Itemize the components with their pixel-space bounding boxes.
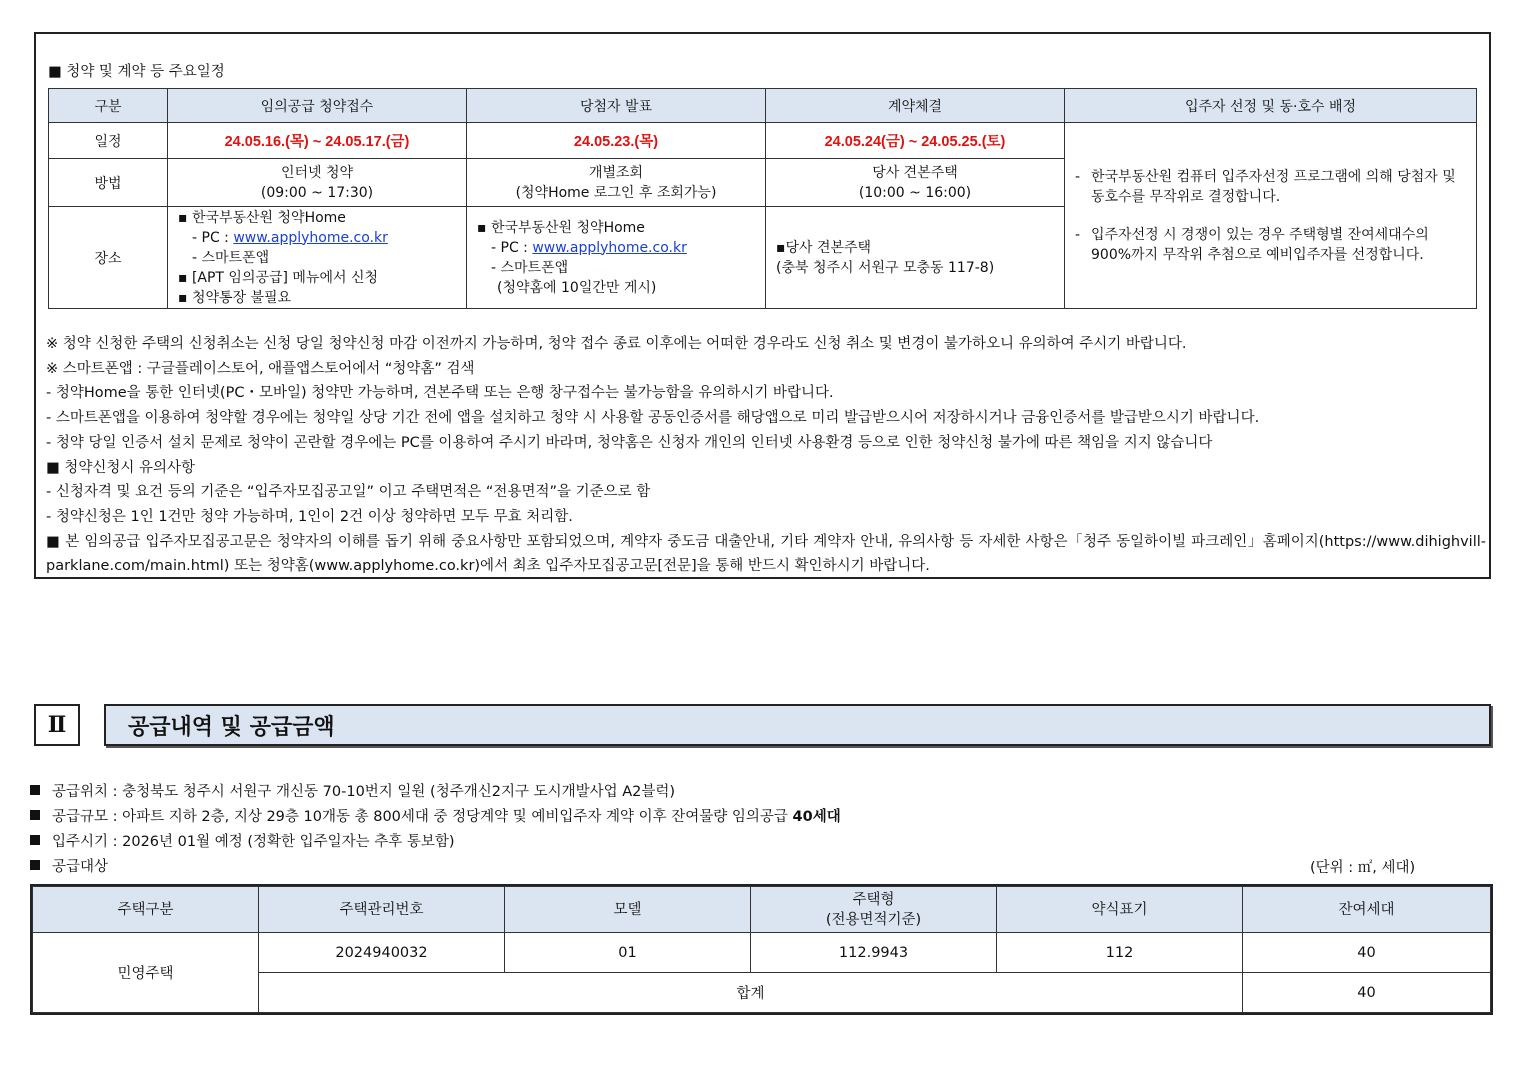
schedule-title: ■ 청약 및 계약 등 주요일정 — [48, 64, 225, 80]
supply-header: 주택관리번호 — [259, 887, 505, 933]
note-line: ※ 청약 신청한 주택의 신청취소는 신청 당일 청약신청 마감 이전까지 가능하며, 청약 접수 종료 이후에는 어떠한 경우라도 신청 취소 및 변경이 불가하오니 유의하여 주시기 바랍니다. — [46, 336, 1187, 352]
supply-header: 약식표기 — [997, 887, 1243, 933]
schedule-header: 구분 — [49, 89, 168, 123]
housing-category: 민영주택 — [33, 933, 259, 1013]
contract-method: 당사 견본주택 (10:00 ~ 16:00) — [766, 159, 1065, 207]
supply-header: 모델 — [505, 887, 751, 933]
applyhome-link[interactable]: www.applyhome.co.kr — [233, 229, 388, 246]
schedule-date-row — [49, 123, 1477, 159]
note-line: - 스마트폰앱을 이용하여 청약할 경우에는 청약일 상당 기간 전에 앱을 설치하고 청약 시 사용할 공동인증서를 해당앱으로 미리 발급받으시어 저장하시거나 금융인증서를 발급받으시기 바랍니다. — [46, 410, 1260, 427]
bullet-square-icon — [30, 835, 40, 845]
apply-date: 24.05.16.(목) ~ 24.05.17.(금) — [168, 123, 467, 159]
supply-header: 주택형 (전용면적기준) — [751, 887, 997, 933]
schedule-header: 입주자 선정 및 동·호수 배정 — [1065, 89, 1477, 123]
supply-header-row — [33, 887, 1491, 933]
section-number: Ⅱ — [34, 704, 80, 746]
applyhome-link[interactable]: www.applyhome.co.kr — [532, 239, 687, 256]
notes-block — [46, 332, 1486, 579]
row-label: 일정 — [49, 123, 168, 159]
total-remaining: 40 — [1243, 973, 1491, 1013]
schedule-section — [34, 32, 1491, 579]
row-label: 장소 — [49, 207, 168, 309]
supply-table — [32, 886, 1491, 1013]
contract-place: ▪당사 견본주택 (충북 청주시 서원구 모충동 117-8) — [766, 207, 1065, 309]
note-line: - 청약신청은 1인 1건만 청약 가능하며, 1인이 2건 이상 청약하면 모두 무효 처리함. — [46, 508, 573, 525]
schedule-header-row — [49, 89, 1477, 123]
schedule-header: 당첨자 발표 — [467, 89, 766, 123]
supply-location: 공급위치 : 충청북도 청주시 서원구 개신동 70-10번지 일원 (청주개신2지구 도시개발사업 A2블럭) — [30, 780, 841, 805]
bullet-square-icon — [30, 860, 40, 870]
mgmt-number: 2024940032 — [259, 933, 505, 973]
short-notation: 112 — [997, 933, 1243, 973]
supply-scale: 공급규모 : 아파트 지하 2층, 지상 29층 10개동 총 800세대 중 정당계약 및 예비입주자 계약 이후 잔여물량 임의공급 40세대 — [30, 805, 841, 830]
supply-header: 주택구분 — [33, 887, 259, 933]
announce-method: 개별조회 (청약Home 로그인 후 조회가능) — [467, 159, 766, 207]
total-label: 합계 — [259, 973, 1243, 1013]
unit-label: (단위 : ㎡, 세대) — [1310, 860, 1416, 876]
note-line: ※ 스마트폰앱 : 구글플레이스토어, 애플앱스토어에서 “청약홈” 검색 — [46, 360, 475, 377]
remaining-units: 40 — [1243, 933, 1491, 973]
bullet-square-icon — [30, 810, 40, 820]
note-heading: ■ 청약신청시 유의사항 — [46, 459, 195, 476]
section-title: 공급내역 및 공급금액 — [104, 704, 1491, 746]
model: 01 — [505, 933, 751, 973]
row-label: 방법 — [49, 159, 168, 207]
announce-date: 24.05.23.(목) — [467, 123, 766, 159]
supply-header: 잔여세대 — [1243, 887, 1491, 933]
note-line: - 청약 당일 인증서 설치 문제로 청약이 곤란할 경우에는 PC를 이용하여 주시기 바라며, 청약홈은 신청자 개인의 인터넷 사용환경 등으로 인한 청약신청 불가에 따른 책임을 지지 않습니다 — [46, 434, 1213, 451]
schedule-table — [48, 88, 1477, 309]
schedule-header: 계약체결 — [766, 89, 1065, 123]
selection-note: - 입주자선정 시 경쟁이 있는 경우 주택형별 잔여세대수의 900%까지 무작위 추첨으로 예비입주자를 선정합니다. — [1075, 226, 1429, 263]
note-line: - 청약Home을 통한 인터넷(PC・모바일) 청약만 가능하며, 견본주택 또는 은행 창구접수는 불가능함을 유의하시기 바랍니다. — [46, 385, 834, 402]
supply-move-in: 입주시기 : 2026년 01월 예정 (정확한 입주일자는 추후 통보함) — [30, 830, 841, 855]
table-row — [33, 933, 1491, 973]
apply-place: ▪ 한국부동산원 청약Home - PC : www.applyhome.co.kr - 스마트폰앱 ▪ [APT 임의공급] 메뉴에서 신청 ▪ 청약통장 불필요 — [168, 207, 467, 309]
supply-info — [30, 780, 841, 880]
selection-note: - 한국부동산원 컴퓨터 입주자선정 프로그램에 의해 당첨자 및 동호수를 무작위로 결정합니다. — [1075, 168, 1456, 205]
housing-type: 112.9943 — [751, 933, 997, 973]
schedule-header: 임의공급 청약접수 — [168, 89, 467, 123]
note-line: - 신청자격 및 요건 등의 기준은 “입주자모집공고일” 이고 주택면적은 “전용면적”을 기준으로 함 — [46, 484, 651, 501]
note-paragraph: ■ 본 임의공급 입주자모집공고문은 청약자의 이해를 돕기 위해 중요사항만 포함되었으며, 계약자 중도금 대출안내, 기타 계약자 안내, 유의사항 등 자세한 사항은「청주 동일하이빌 파크레인」홈페이지(https://www.dihighvill-parklane.com/main.html) 또는 청약홈(www.applyhome.co.kr)에서 최초 입주자모집공고문[전문]을 통해 반드시 확인하시기 바랍니다. — [46, 533, 1486, 575]
apply-method: 인터넷 청약 (09:00 ~ 17:30) — [168, 159, 467, 207]
announce-place: ▪ 한국부동산원 청약Home - PC : www.applyhome.co.kr - 스마트폰앱 (청약홈에 10일간만 게시) — [467, 207, 766, 309]
selection-notes — [1065, 123, 1477, 309]
contract-date: 24.05.24(금) ~ 24.05.25.(토) — [766, 123, 1065, 159]
supply-target: 공급대상 — [30, 855, 841, 880]
bullet-square-icon — [30, 785, 40, 795]
